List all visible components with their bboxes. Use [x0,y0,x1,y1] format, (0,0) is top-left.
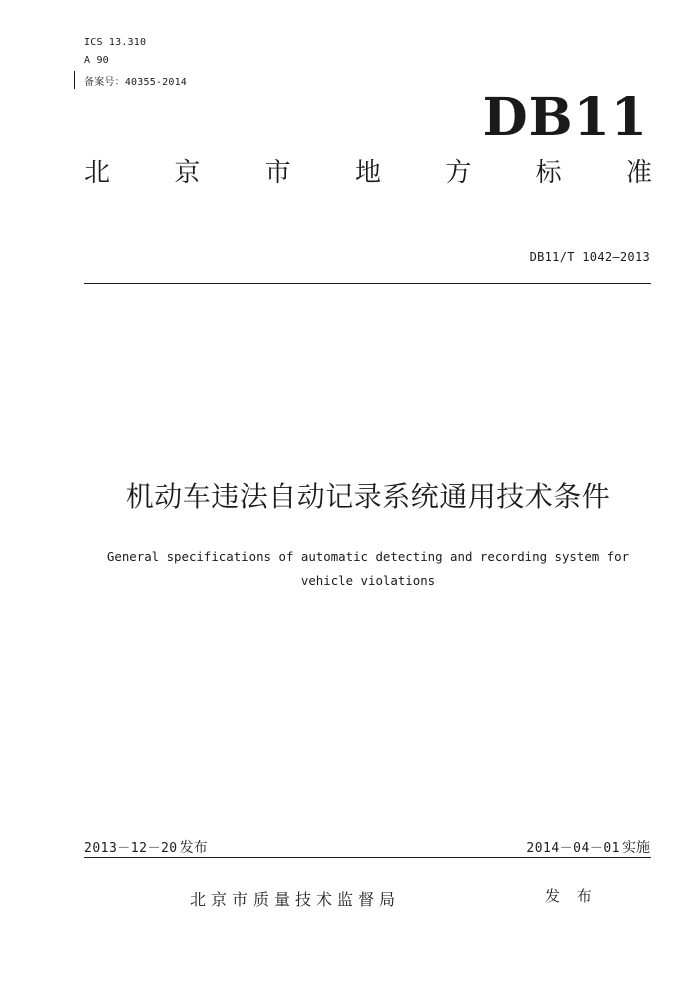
org-char: 标 [535,158,562,188]
org-char: 京 [174,158,201,188]
bottom-divider [84,857,651,858]
publish-label: 发 布 [545,887,598,905]
organization-name [84,156,652,190]
classification-code: A 90 [84,55,109,66]
org-char: 北 [84,158,111,188]
issue-date: 2013－12－20 [84,841,178,856]
db-logo: DB11 [482,87,648,148]
issue-date-block [84,837,208,857]
implement-date: 2014－04－01 [526,841,620,856]
top-divider [84,283,651,284]
org-char: 市 [264,158,291,188]
title-english [84,545,652,593]
implement-label: 实施 [622,840,650,856]
title-chinese: 机动车违法自动记录系统通用技术条件 [125,480,611,513]
issue-label: 发布 [179,840,208,856]
filing-marker [74,71,75,89]
issuer-name: 北京市质量技术监督局 [190,890,401,909]
org-char: 准 [625,158,652,188]
filing-record [84,73,187,88]
filing-label: 备案号： [84,77,125,88]
ics-code: ICS 13.310 [84,37,147,48]
org-char: 方 [445,158,472,188]
filing-number: 40355-2014 [124,77,188,88]
standard-number: DB11/T 1042—2013 [529,250,650,264]
org-char: 地 [354,158,381,188]
title-english-line1: General specifications of automatic detecting and recording system for [106,549,630,564]
title-english-line2: vehicle violations [300,573,436,588]
implement-date-block [526,837,650,857]
